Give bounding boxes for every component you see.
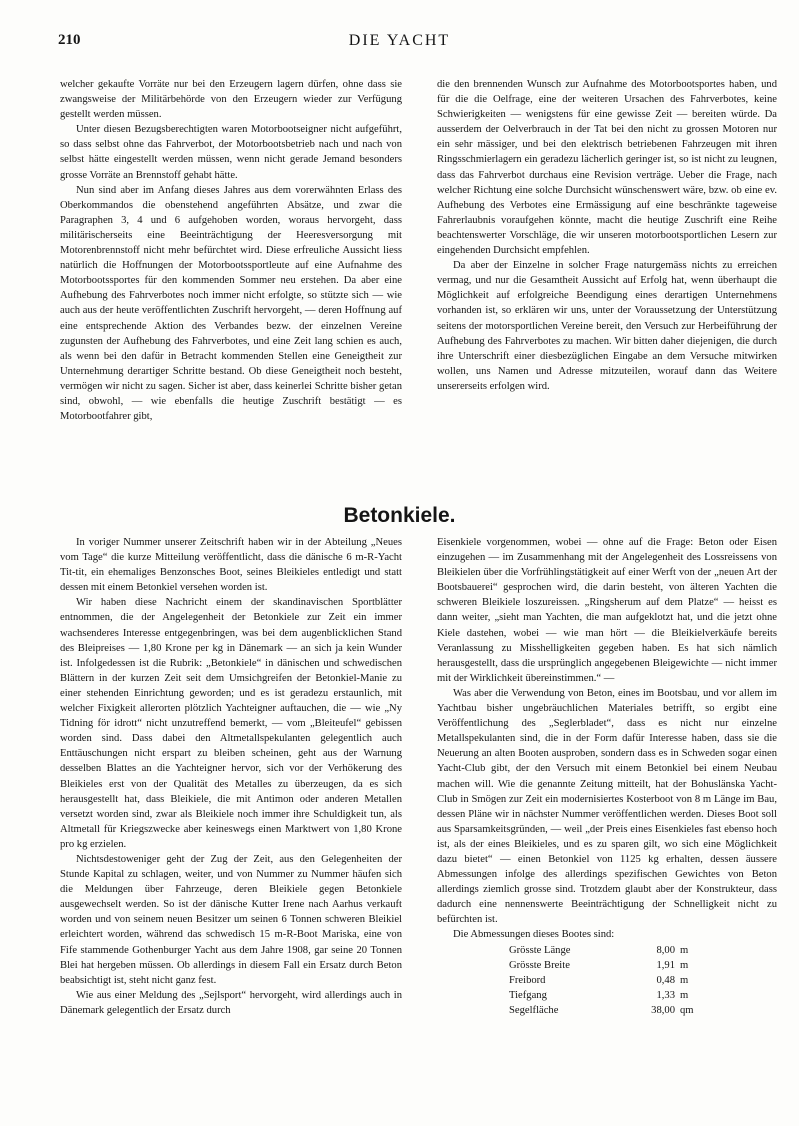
paragraph: Da aber der Einzelne in solcher Frage naturgemäss nichts zu erreichen vermag, und nur die Gesamtheit Aussicht auf Erfolg hat, wenn überhaupt die Möglichkeit auf erfolgreiche Beendigung eines derartigen Unternehmens vorhanden ist, so erklären wir uns, unter der Voraussetzung der Unterstützung seitens der motorsportlichen Vereine bereit, den Versuch zur Herbeiführung der Aufhebung des Fahrverbotes zu machen. Wir bitten daher diejenigen, die durch ihre Unterschrift einer diesbezüglichen Eingabe an dem Versuche mitwirken wollen, uns Namen und Adresse mitzuteilen, worauf dann das Weitere unsererseits erfolgen wird. — [437, 260, 777, 392]
table-row — [509, 1003, 694, 1018]
article-column-right — [437, 535, 777, 1018]
paragraph: Was aber die Verwendung von Beton, eines im Bootsbau, und vor allem im Yachtbau bisher ungebräuchlichen Materiales betrifft, so ergibt eine Veröffentlichung des „Seglerbladet“, dass es nicht nur einzelne Metallspekulanten sind, die in der Form dafür Interesse haben, dass sie die Neuerung an alten Booten ausproben, sondern dass es in Schweden sogar einen Yacht-Club gibt, der den Versuch mit einem Betonkiel bei einem Neubau machen will. Wie die genannte Zeitung mitteilt, hat der Bohuslänska Yacht-Club in Smögen zur Zeit ein modernisiertes Kosterboot von 8 m Länge im Bau, dessen Pläne wir in nächster Nummer veröffentlichen werden. Dieses Boot soll aus Sparsamkeitsgründen, — weil „der Preis eines Eisenkieles fast ebenso hoch ist, als der eines Bleikieles, und es zu sparen gilt, wo sich eine Möglichkeit dazu bietet“ — einen Betonkiel von 1125 kg erhalten, dessen äussere Abmessungen infolge des allerdings spezifischen Gewichtes von Beton allerdings ziemlich grosse sind. Trotzdem glaubt aber der Konstrukteur, dass dadurch eine nennenswerte Beeinträchtigung der Schnelligkeit nicht zu befürchten ist. — [437, 687, 777, 926]
paragraph: Wie aus einer Meldung des „Sejlsport“ hervorgeht, wird allerdings auch in Dänemark gelegentlich der Ersatz durch — [60, 989, 402, 1016]
dimension-unit: m — [680, 989, 689, 1001]
dimension-unit: m — [680, 974, 689, 986]
running-title: DIE YACHT — [348, 32, 451, 49]
dimensions-intro: Die Abmessungen dieses Bootes sind: — [453, 929, 615, 941]
dimension-value: 1,33 — [656, 989, 675, 1001]
dimension-unit: qm — [680, 1004, 694, 1016]
table-row — [509, 973, 694, 988]
dimension-value: 1,91 — [656, 959, 675, 971]
editorial-column-right — [437, 77, 777, 394]
paragraph: Unter diesen Bezugsberechtigten waren Motorbootseigner nicht aufgeführt, so dass selbst ohne das Fahrverbot, der Motorbootsbetrieb nach und nach von selbst hätte eingestellt werden müssen, wenn nicht gerade Jemand besonders grosse Vorräte an Brennstoff gehabt hätte. — [60, 124, 402, 181]
dimension-value: 8,00 — [656, 944, 675, 956]
paragraph: welcher gekaufte Vorräte nur bei den Erzeugern lagern dürfen, ohne dass sie zwangsweise der Militärbehörde von den Erzeugern wieder zur Verfügung gestellt werden müssen. — [60, 79, 402, 121]
paragraph: die den brennenden Wunsch zur Aufnahme des Motorbootsportes haben, und für die die Oelfrage, eine der weiteren Ursachen des Fahrverbotes, keine Schwierigkeiten — wenigstens für eine gewisse Zeit — bereiten würde. Da ausserdem der Oelverbrauch in der Tat bei den nicht zu grossen Motoren nur ein sehr mässiger, und bei den elektrisch betriebenen Fahrzeugen mit ihren Ringsschmierlagern ein geradezu lächerlich geringer ist, so ist nicht zu leugnen, dass das Fahrverbot durchaus eine Revision verträge. Ueber die Frage, nach welcher Richtung eine solche Durchsicht wünschenswert wäre, bzw. ob eine ev. Aufhebung des Verbotes eine Ermässigung auf eine beschränkte tageweise Fahrerlaubnis voraufgehen könnte, macht die heutige Zuschrift eine Reihe beachtenswerter Vorschläge, die wir unseren motorbootsportlichen Lesern zur eingehenden Durchsicht empfehlen. — [437, 79, 777, 257]
editorial-column-left — [60, 77, 402, 424]
dimension-label: Grösste Breite — [509, 959, 570, 971]
table-row — [509, 958, 694, 973]
dimension-label: Grösste Länge — [509, 944, 571, 956]
paragraph: In voriger Nummer unserer Zeitschrift haben wir in der Abteilung „Neues vom Tage“ die kurze Mitteilung veröffentlicht, dass die dänische 6 m-R-Yacht Tit-tit, ein ehemaliges Benzonsches Boot, seines Bleikieles entledigt und statt dessen mit einem Betonkiel versehen worden ist. — [60, 537, 402, 594]
dimension-label: Freibord — [509, 974, 546, 986]
dimension-unit: m — [680, 944, 689, 956]
dimensions-table — [509, 943, 694, 1018]
dimension-label: Tiefgang — [509, 989, 547, 1001]
page-number: 210 — [58, 32, 81, 48]
paragraph: Eisenkiele vorgenommen, wobei — ohne auf die Frage: Beton oder Eisen einzugehen — im Zusammenhang mit der Angelegenheit des Lossreissens von Bleikielen über die Vorfrühlingstätigkeit auf einer Werft von der „neuen Art der Bootsbauerei“ gesprochen wird, die darin besteht, von älteren Yachten die schweren Bleikiele loszureissen. „Ringsherum auf dem Platze“ — heisst es dann weiter, „sieht man Yachten, die man aufgeklotzt hat, und die jetzt ohne Kiele dastehen, wobei — wie man hört — die Bleikielverkäufe bereits Veranlassung zu Misshelligkeiten gegeben haben. Es hat sich nämlich herausgestellt, dass die ursprünglich angegebenen Bleigewichte — nicht immer mit der Wirklichkeit übereinstimmen.“ — — [437, 537, 777, 684]
paragraph: Nun sind aber im Anfang dieses Jahres aus dem vorerwähnten Erlass des Oberkommandos die obenstehend angeführten Absätze, und zwar die Paragraphen 3, 4 und 6 aufgehoben worden, woraus hervorgeht, dass militärischerseits eine Beeinträchtigung der Heeresversorgung mit Motorenbrennstoff nicht mehr befürchtet wird. Diese erfreuliche Aussicht liess natürlich die Hoffnungen der Motorbootssportleute auf eine Aufnahme des Motorbootssportes für den kommenden Sommer neu erstehen. Da aber eine Aufhebung des Fahrverbotes noch immer nicht erfolgte, so stützte sich — wie auch aus der heute veröffentlichten Zuschrift hervorgeht, — deren Hoffnung auf eine entsprechende Aktion des Verbandes bezw. der einzelnen Vereine zugunsten der Aufhebung des Fahrverbotes, und eine Zeit lang schien es auch, als wenn bei den dafür in Betracht kommenden Stellen eine Geneigtheit zur Unternehmung derartiger Schritte bestand. Ob diese Geneigtheit noch besteht, vermögen wir nicht zu sagen. Sicher ist aber, dass keinerlei Schritte bisher getan sind, obwohl, — wie ebenfalls die heutige Zuschrift bestätigt — es Motorbootfahrer gibt, — [60, 184, 402, 423]
table-row — [509, 988, 694, 1003]
dimension-unit: m — [680, 959, 689, 971]
article-heading: Betonkiele. — [343, 504, 456, 527]
table-row — [509, 943, 694, 958]
dimension-value: 0,48 — [656, 974, 675, 986]
paragraph: Wir haben diese Nachricht einem der skandinavischen Sportblätter entnommen, die der Angelegenheit der Betonkiele zur Zeit ein immer wachsenderes Interesse entgegenbringen, was bei dem augenblicklichen Stand des Bleipreises — 1,80 Krone per kg in Dänemark — an sich ja kein Wunder ist. Infolgedessen ist die Rubrik: „Betonkiele“ in dänischen und schwedischen Blättern in der kurzen Zeit seit dem Umsichgreifen der Betonkiel-Manie zu einer stehenden Einrichtung geworden; und es ist geradezu erstaunlich, mit welcher Fixigkeit allerorten plötzlich Yachteigner auftauchen, die — wie „Ny Tidning för idrott“ nicht unzutreffend bemerkt, — vom „Bleiteufel“ gebissen worden sind. Dass dabei den Altmetallspekulanten gelegentlich auch Enttäuschungen nicht erspart zu bleiben scheinen, geht aus der Warnung desselben Blattes an die Yachteigner hervor, sich vor der Verhökerung des Bleikieles erst von der Qualität des Metalles zu überzeugen, da es sich herausgestellt hat, dass Bleikiele, die mit Antimon oder anderen Metallen versetzt worden sind, zwar als Bleikiele noch immer ihre Schuldigkeit tun, als Altmetall für Kriegszwecke aber keineswegs einen Marktwert von 1,80 Krone pro kg erzielen. — [60, 597, 402, 850]
paragraph: Nichtsdestoweniger geht der Zug der Zeit, aus den Gelegenheiten der Stunde Kapital zu schlagen, weiter, und von Nummer zu Nummer häufen sich die Meldungen über Fahrzeuge, deren Bleikiele gegen Betonkiele ausgewechselt werden. So ist der dänische Kutter Irene nach Aarhus verkauft worden und von seinem neuen Besitzer um seinen 6 Tonnen schweren Bleikiel erleichtert worden, während das schwedisch 15 m-R-Boot Mariska, eine von Fife stammende Gothenburger Yacht aus dem Jahre 1908, gar seine 20 Tonnen Blei hat hergeben müssen. Ob allerdings in diesem Fall ein Ersatz durch Beton beabsichtigt ist, steht nicht ganz fest. — [60, 853, 402, 986]
article-column-left — [60, 535, 402, 1018]
dimension-value: 38,00 — [651, 1004, 675, 1016]
dimension-label: Segelfläche — [509, 1004, 559, 1016]
